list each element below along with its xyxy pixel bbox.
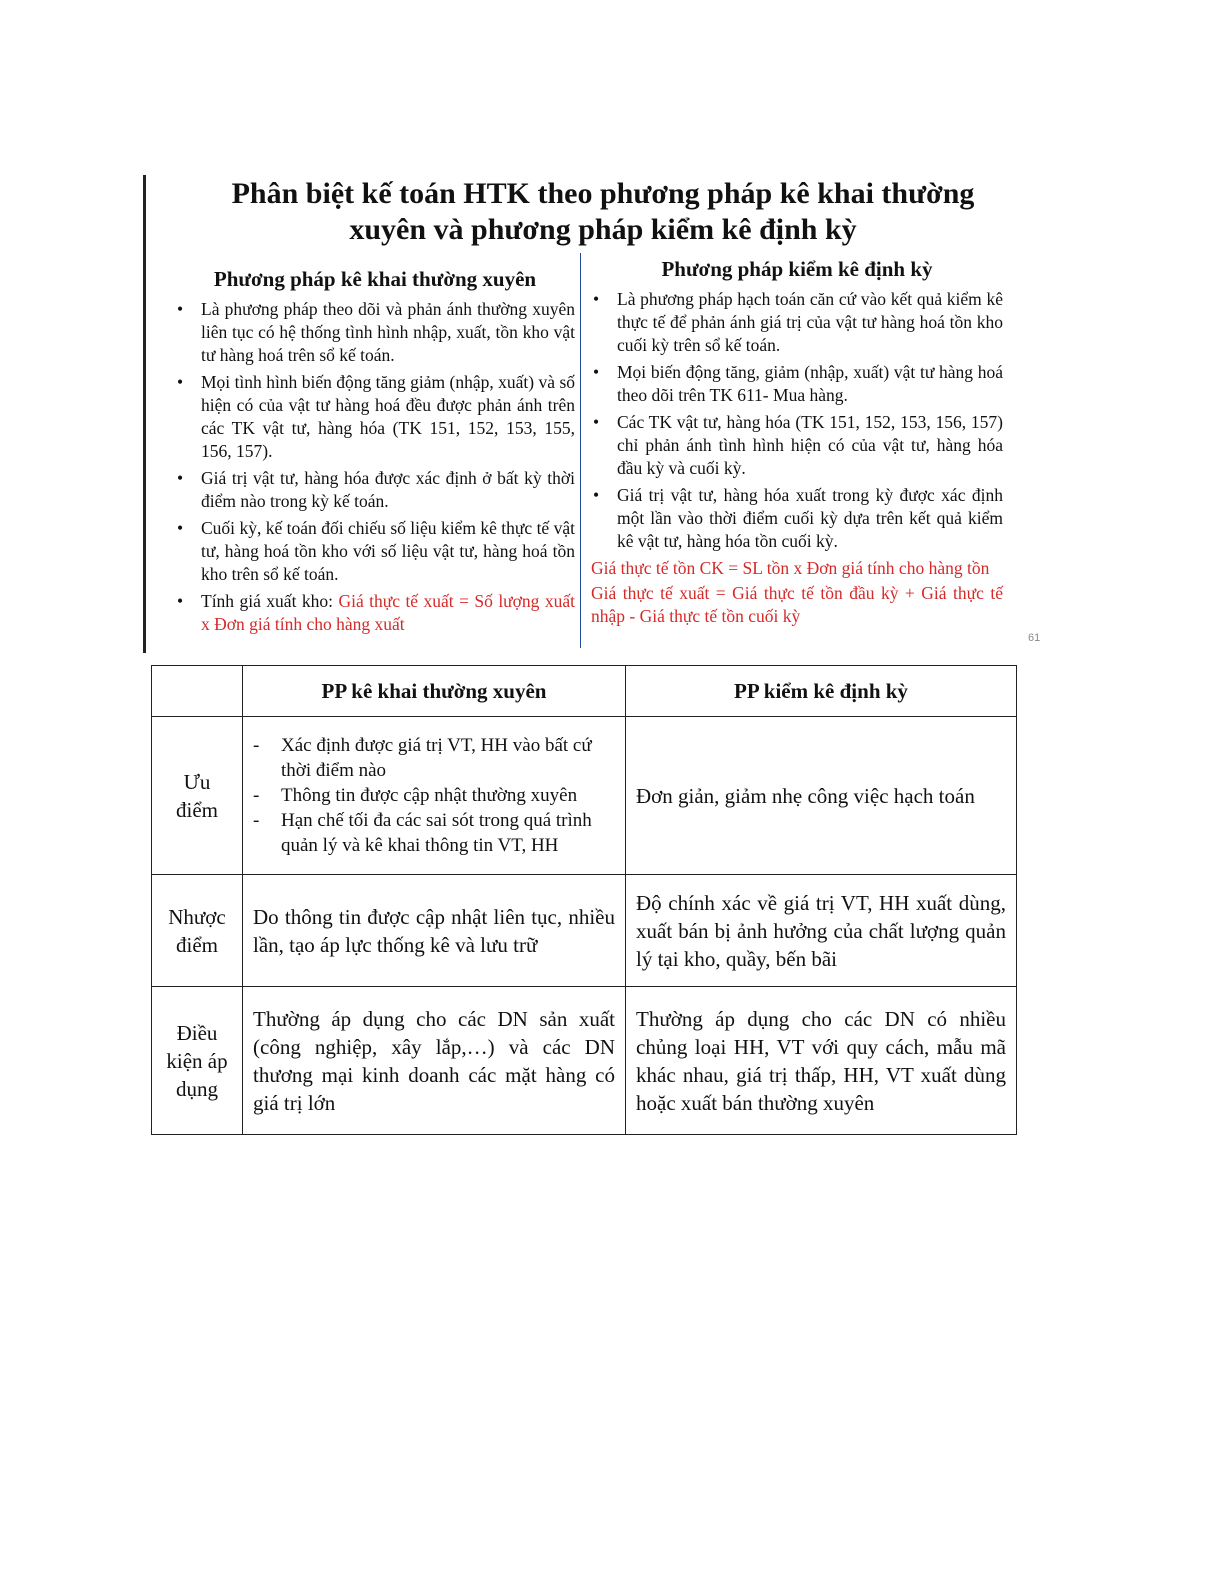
bullet-icon: • (177, 591, 184, 611)
bullet-icon: • (177, 518, 184, 538)
bullet-icon: • (593, 289, 600, 309)
column-divider (580, 253, 581, 648)
right-column (591, 256, 1003, 628)
table-row (152, 717, 1017, 875)
row-label: Nhược điểm (152, 875, 243, 987)
list-item: • Mọi biến động tăng, giảm (nhập, xuất) vật tư hàng hoá theo dõi trên TK 611- Mua hàng. (593, 362, 1003, 405)
row-label: Điều kiện áp dụng (152, 987, 243, 1135)
dash-icon: - (253, 810, 260, 831)
list-item: • Giá trị vật tư, hàng hóa được xác định ở bất kỳ thời điểm nào trong kỳ kế toán. (177, 468, 575, 511)
list-item: • Cuối kỳ, kế toán đối chiếu số liệu kiểm kê thực tế vật tư, hàng hoá tồn kho với số liệu vật tư, hàng hoá tồn kho trên sổ kế toán. (177, 518, 575, 584)
bullet-icon: • (177, 468, 184, 488)
cell-periodic: Thường áp dụng cho các DN có nhiều chủng loại HH, VT với quy cách, mẫu mã khác nhau, giá trị thấp, HH, VT xuất dùng hoặc xuất bán thường xuyên (626, 987, 1017, 1135)
list-item: - Xác định được giá trị VT, HH vào bất cứ thời điểm nào (253, 735, 592, 781)
slide-title (173, 176, 1033, 248)
left-heading: Phương pháp kê khai thường xuyên (213, 267, 537, 291)
list-item: • Giá trị vật tư, hàng hóa xuất trong kỳ được xác định một lần vào thời điểm cuối kỳ dựa trên kết quả kiểm kê vật tư, hàng hóa tồn cuối kỳ. (593, 485, 1003, 551)
table-row (152, 875, 1017, 987)
row-label: Ưu điểm (152, 717, 243, 875)
cell-perpetual: Do thông tin được cập nhật liên tục, nhiều lần, tạo áp lực thống kê và lưu trữ (243, 875, 626, 987)
list-item: • Là phương pháp hạch toán căn cứ vào kết quả kiểm kê thực tế để phản ánh giá trị của vật tư hàng hoá tồn kho cuối kỳ trên sổ kế toán. (593, 289, 1003, 355)
list-item: • Là phương pháp theo dõi và phản ánh thường xuyên liên tục có hệ thống tình hình nhập, xuất, tồn kho vật tư hàng hoá trên sổ kế toán. (177, 299, 575, 365)
cell-perpetual: Thường áp dụng cho các DN sản xuất (công nghiệp, xây lắp,…) và các DN thương mại kinh doanh các mặt hàng có giá trị lớn (243, 987, 626, 1135)
list-item: • Mọi tình hình biến động tăng giảm (nhập, xuất) và số hiện có của vật tư hàng hoá đều được phản ánh trên các TK vật tư, hàng hóa (TK 151, 152, 153, 155, 156, 157). (177, 372, 575, 461)
list-item (175, 590, 575, 636)
left-column (175, 266, 575, 640)
dash-icon: - (253, 785, 260, 806)
cell-periodic: Đơn giản, giảm nhẹ công việc hạch toán (626, 717, 1017, 875)
table-header-row (152, 666, 1017, 717)
list-item: • Các TK vật tư, hàng hóa (TK 151, 152, 153, 156, 157) chỉ phản ánh tình hình hiện có của vật tư, hàng hóa đầu kỳ và cuối kỳ. (593, 412, 1003, 478)
left-bullet-list (175, 298, 575, 636)
list-item: - Thông tin được cập nhật thường xuyên (253, 785, 578, 806)
dash-icon: - (253, 735, 260, 756)
cell-perpetual (243, 717, 626, 875)
cell-periodic: Độ chính xác về giá trị VT, HH xuất dùng, xuất bán bị ảnh hưởng của chất lượng quản lý tại kho, quầy, bến bãi (626, 875, 1017, 987)
slide-title-line2: xuyên và phương pháp kiểm kê định kỳ (349, 213, 857, 246)
bullet-icon: • (593, 362, 600, 382)
header-periodic: PP kiểm kê định kỳ (626, 666, 1017, 717)
bullet-icon: • (177, 372, 184, 392)
bullet-icon: • (593, 412, 600, 432)
bullet-icon: • (177, 299, 184, 319)
advantages-list (253, 733, 615, 858)
comparison-table (151, 665, 1017, 1135)
header-perpetual: PP kê khai thường xuyên (243, 666, 626, 717)
list-item: - Hạn chế tối đa các sai sót trong quá trình quản lý và kê khai thông tin VT, HH (253, 810, 592, 856)
right-heading: Phương pháp kiểm kê định kỳ (661, 257, 933, 281)
page-number: 61 (1028, 632, 1041, 644)
formula-issue-price: Giá thực tế xuất = Giá thực tế tồn đầu kỳ + Giá thực tế nhập - Giá thực tế tồn cuối kỳ (591, 583, 1003, 626)
right-bullet-list (591, 288, 1003, 553)
formula-label: Tính giá xuất kho: (201, 591, 339, 611)
slide-title-line1: Phân biệt kế toán HTK theo phương pháp kê khai thường (231, 177, 975, 210)
header-empty-cell (152, 666, 243, 717)
bullet-icon: • (593, 485, 600, 505)
formula-red: Giá thực tế xuất = Số lượng xuất x Đơn giá tính cho hàng xuất (201, 591, 575, 634)
formula-ending-inventory: Giá thực tế tồn CK = SL tồn x Đơn giá tính cho hàng tồn (591, 558, 990, 578)
slide-accent-bar (143, 175, 146, 653)
slide (143, 170, 1048, 655)
table-row (152, 987, 1017, 1135)
